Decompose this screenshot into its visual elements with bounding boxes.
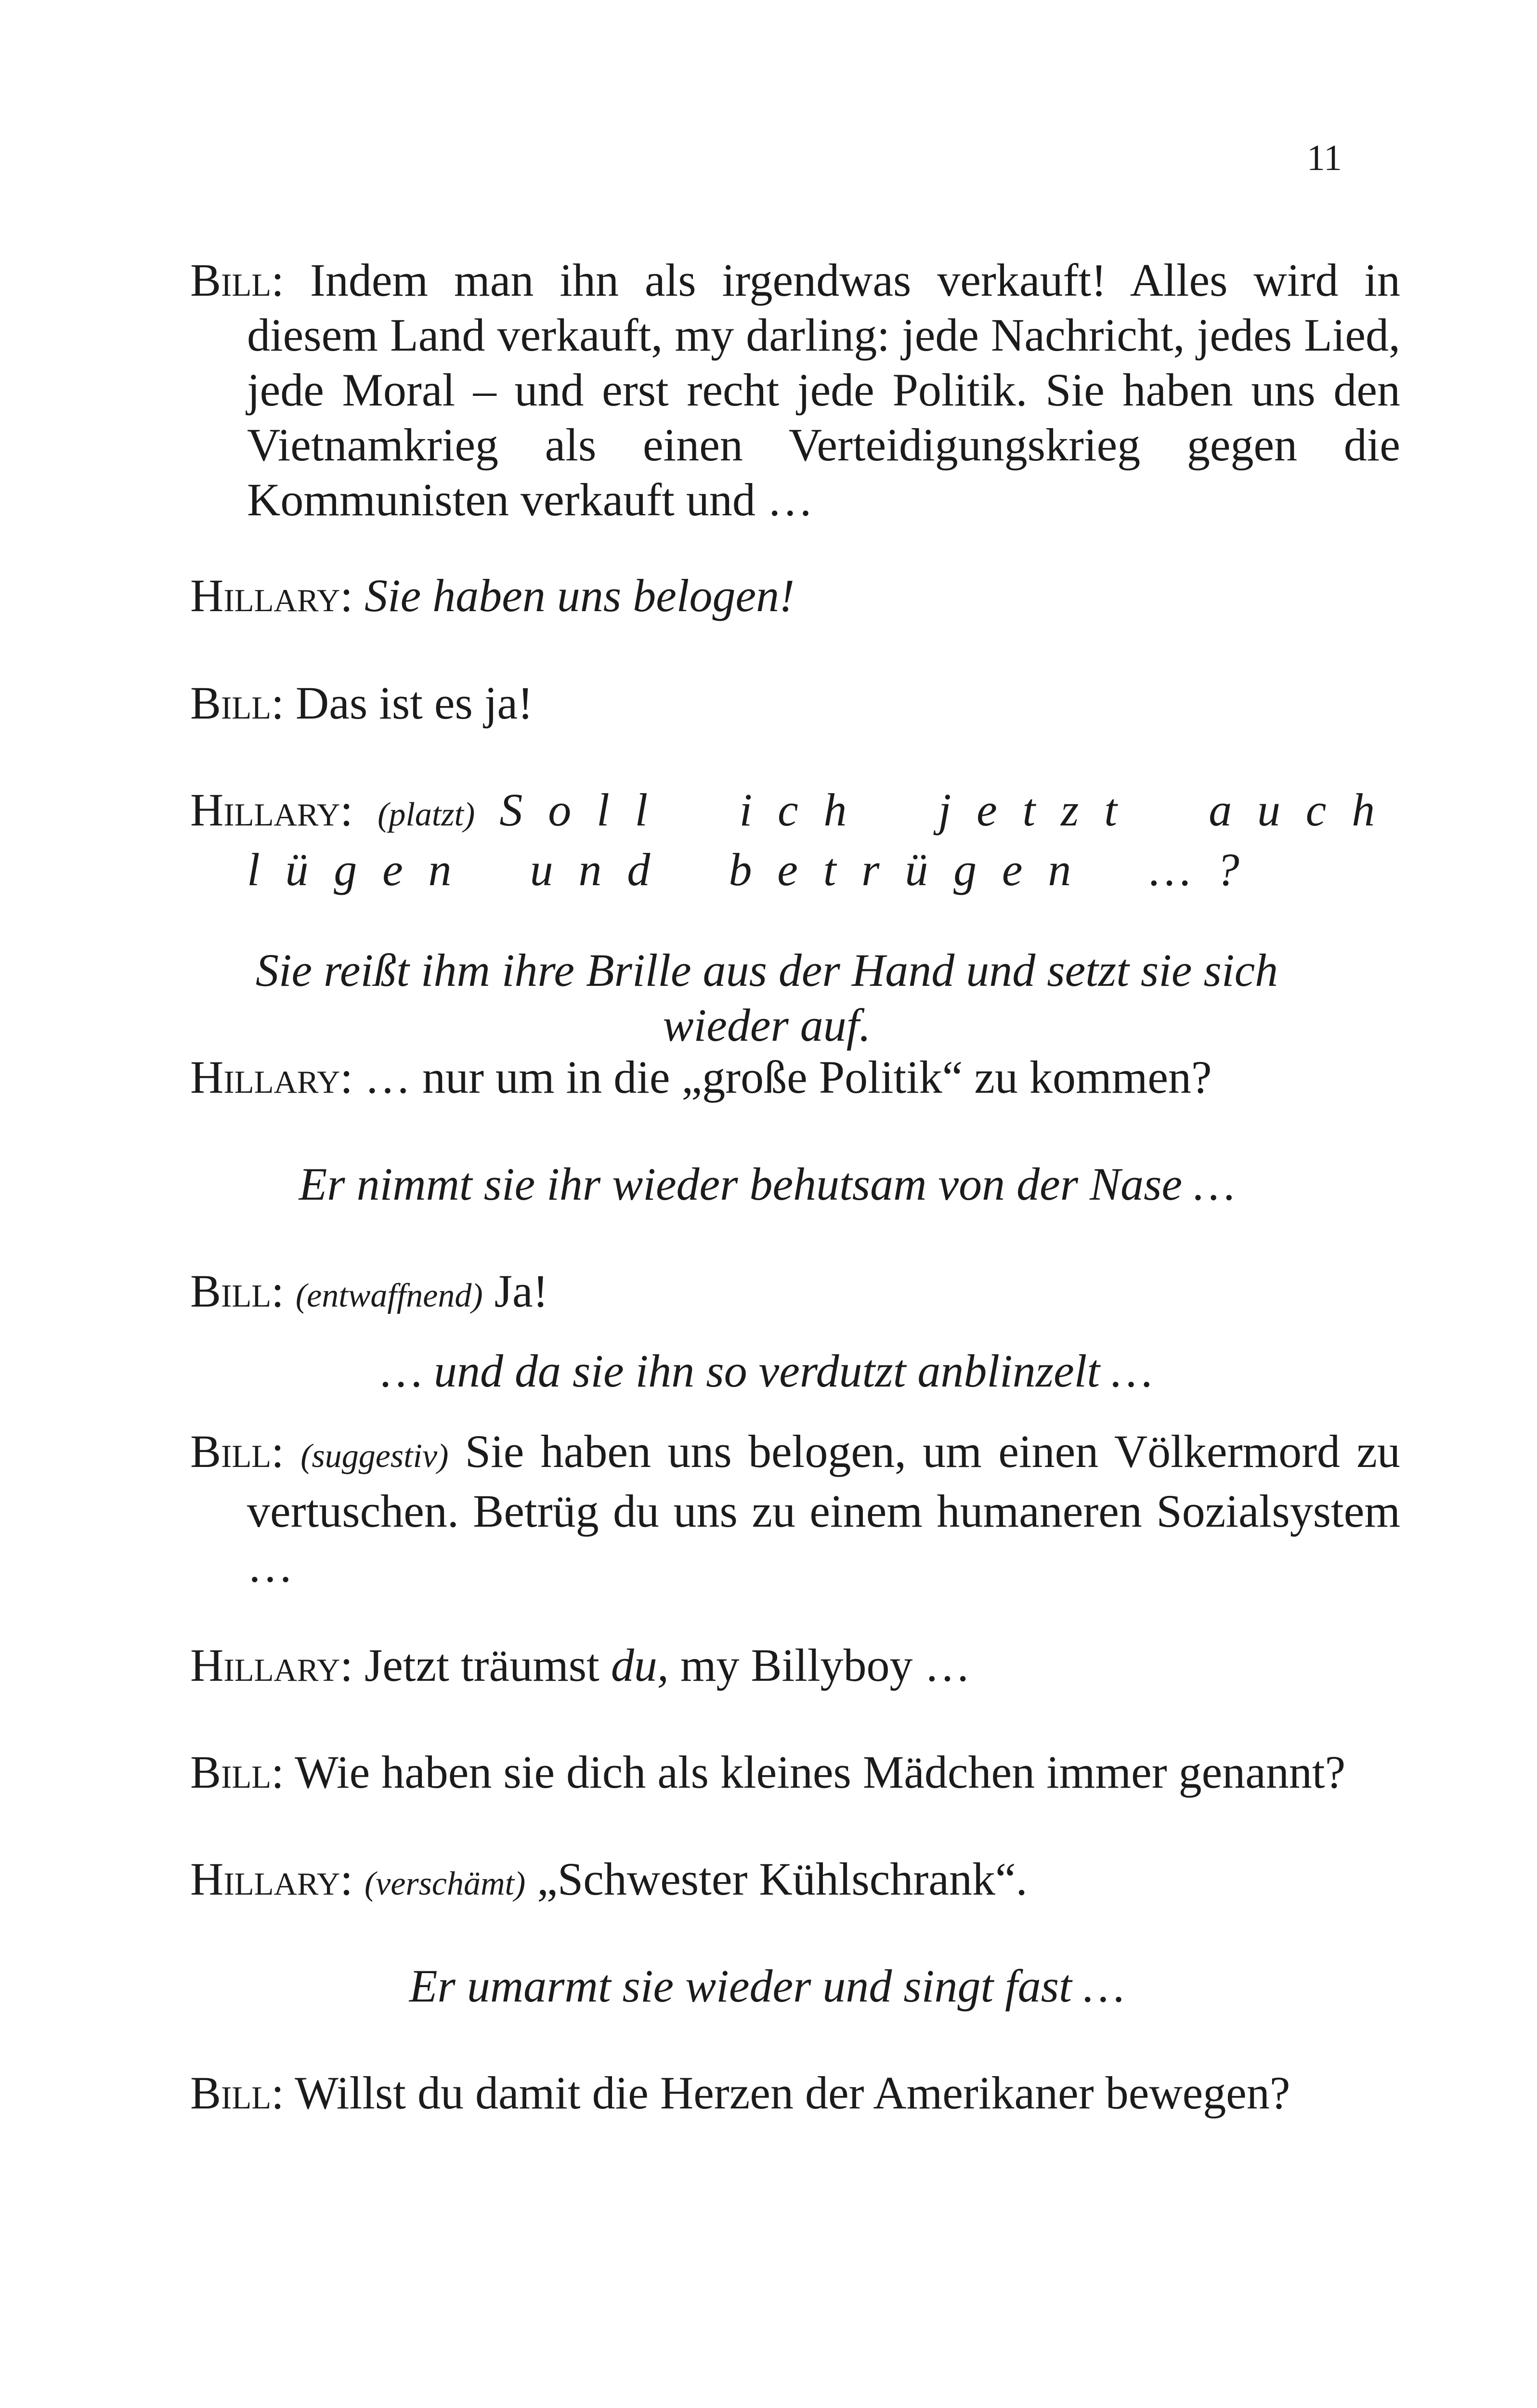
dialogue-line-bill: Bill: (suggestiv) Sie haben uns belogen, um einen Völkermord zu vertuschen. Betrüg du uns zu einem humaneren Sozialsystem … (190, 1426, 1401, 1592)
dialogue-line-bill: Bill: (entwaffnend) Ja! (190, 1265, 548, 1317)
speaker-name: Hillary (190, 784, 340, 836)
dialogue-line-hillary: Hillary: Sie haben uns belogen! (190, 570, 795, 621)
speaker-name: Hillary (190, 1853, 340, 1905)
spoken-text: Indem man ihn als irgendwas verkauft! Alles wird in diesem Land verkauft, my darling: jede Nachricht, jedes Lied, jede Moral – und erst recht jede Politik. Sie haben uns den Vietnamkrieg als einen Verteidigungskrieg gegen die Kommunisten verkauft und … (247, 254, 1401, 525)
dialogue-line-bill: Bill: Das ist es ja! (190, 677, 534, 729)
stage-direction: (entwaffnend) (295, 1277, 483, 1314)
stage-direction-line: Er umarmt sie wieder und singt fast … (409, 1960, 1125, 2012)
spoken-text-emphasis: du, (611, 1639, 669, 1691)
stage-direction: (suggestiv) (300, 1438, 449, 1475)
spoken-text: … nur um in die „große Politik“ zu kommen? (364, 1051, 1212, 1103)
spoken-text: Jetzt träumst (364, 1639, 599, 1691)
speaker-name: Bill (190, 677, 272, 729)
speaker-name: Bill (190, 254, 272, 306)
spoken-text: Ja! (494, 1265, 548, 1317)
dialogue-line-bill: Bill: Indem man ihn als irgendwas verkauft! Alles wird in diesem Land verkauft, my darling: jede Nachricht, jedes Lied, jede Moral – und erst recht jede Politik. Sie haben uns den Vietnamkrieg als einen Verteidigungskrieg gegen die Kommunisten verkauft und … (190, 254, 1401, 525)
speaker-name: Bill (190, 2067, 272, 2119)
dialogue-line-bill: Bill: Willst du damit die Herzen der Amerikaner bewegen? (190, 2067, 1290, 2119)
speaker-name: Bill (190, 1426, 272, 1477)
speaker-name: Hillary (190, 1639, 340, 1691)
spoken-text: Sie haben uns belogen, um einen Völkermord zu vertuschen. Betrüg du uns zu einem humaneren Sozialsystem … (247, 1426, 1401, 1592)
stage-direction-line: … und da sie ihn so verdutzt anblinzelt … (381, 1345, 1153, 1397)
stage-direction: (verschämt) (364, 1865, 526, 1902)
spoken-text: Das ist es ja! (295, 677, 534, 729)
stage-direction-line: Er nimmt sie ihr wieder behutsam von der Nase … (299, 1158, 1235, 1210)
spoken-text: „Schwester Kühlschrank“. (537, 1853, 1028, 1905)
dialogue-line-hillary: Hillary: … nur um in die „große Politik“ zu kommen? (190, 1051, 1212, 1103)
spoken-text: Sie haben uns belogen! (364, 570, 795, 621)
dialogue-line-bill: Bill: Wie haben sie dich als kleines Mädchen immer genannt? (190, 1746, 1346, 1798)
speaker-name: Hillary (190, 1051, 340, 1103)
dialogue-line-hillary: Hillary: (verschämt) „Schwester Kühlschrank“. (190, 1853, 1028, 1905)
spoken-text: Soll ich jetzt auch lügen und betrügen …? (247, 784, 1400, 895)
stage-direction-line: Sie reißt ihm ihre Brille aus der Hand und setzt sie sich wieder auf. (255, 944, 1278, 1051)
spoken-text: Wie haben sie dich als kleines Mädchen immer genannt? (295, 1746, 1346, 1798)
dialogue-line-hillary: Hillary: Jetzt träumst du, my Billyboy … (190, 1639, 971, 1691)
dialogue-line-hillary: Hillary: (platzt) Soll ich jetzt auch lügen und betrügen …? (190, 784, 1400, 895)
spoken-text: my Billyboy … (680, 1639, 971, 1691)
speaker-name: Bill (190, 1746, 272, 1798)
speaker-name: Hillary (190, 570, 340, 621)
stage-direction: (platzt) (378, 796, 475, 833)
spoken-text: Willst du damit die Herzen der Amerikaner bewegen? (295, 2067, 1290, 2119)
speaker-name: Bill (190, 1265, 272, 1317)
page-number: 11 (1306, 138, 1342, 178)
